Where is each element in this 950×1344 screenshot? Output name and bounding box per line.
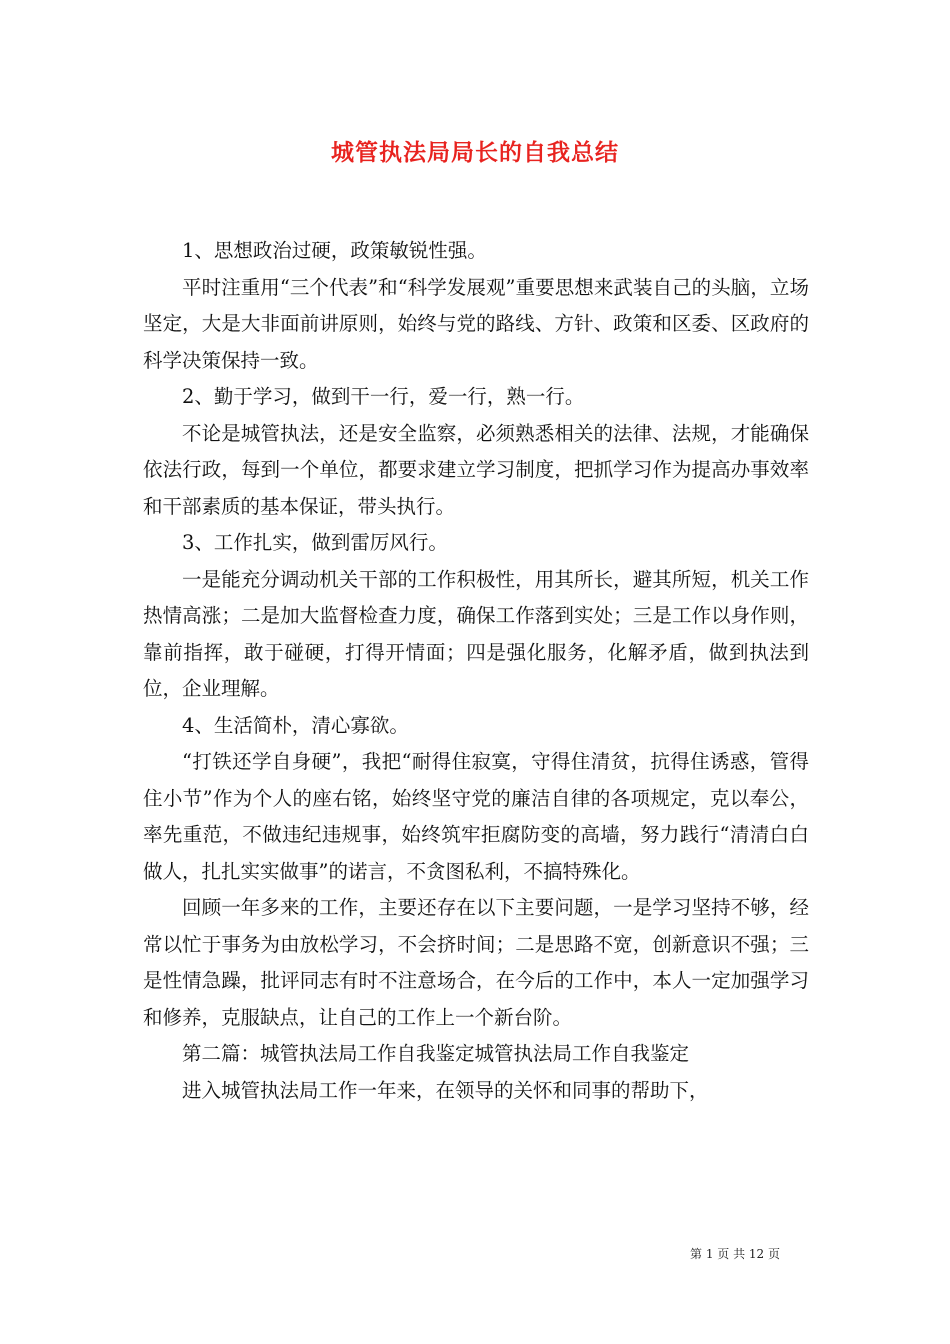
paragraph-6: 一是能充分调动机关干部的工作积极性，用其所长，避其所短，机关工作热情高涨；二是加大监督检查力度，确保工作落到实处；三是工作以身作则，靠前指挥，敢于碰硬，打得开情面；四是强化服务，化解矛盾，做到执法到位，企业理解。 (143, 567, 809, 700)
paragraph-10: 第二篇：城管执法局工作自我鉴定城管执法局工作自我鉴定 (182, 1042, 690, 1065)
paragraph-4: 不论是城管执法，还是安全监察，必须熟悉相关的法律、法规，才能确保依法行政，每到一个单位，都要求建立学习制度，把抓学习作为提高办事效率和干部素质的基本保证，带头执行。 (143, 421, 809, 518)
page-footer: 第 1 页 共 12 页 (690, 1247, 780, 1261)
paragraph-5: 3、工作扎实，做到雷厉风行。 (182, 531, 448, 554)
paragraph-8: “打铁还学自身硬”，我把“耐得住寂寞，守得住清贫，抗得住诱惑，管得住小节”作为个人的座右铭，始终坚守党的廉洁自律的各项规定，克以奉公，率先重范，不做违纪违规事，始终筑牢拒腐防变的高墙，努力践行“清清白白做人，扎扎实实做事”的诺言，不贪图私利，不搞特殊化。 (143, 750, 809, 883)
paragraph-3: 2、勤于学习，做到干一行，爱一行，熟一行。 (182, 385, 585, 408)
document-body (143, 233, 809, 1109)
paragraph-1: 1、思想政治过硬，政策敏锐性强。 (182, 239, 487, 262)
paragraph-2: 平时注重用“三个代表”和“科学发展观”重要思想来武装自己的头脑，立场坚定，大是大非面前讲原则，始终与党的路线、方针、政策和区委、区政府的科学决策保持一致。 (143, 275, 809, 372)
paragraph-9: 回顾一年多来的工作，主要还存在以下主要问题，一是学习坚持不够，经常以忙于事务为由放松学习，不会挤时间；二是思路不宽，创新意识不强；三是性情急躁，批评同志有时不注意场合，在今后的工作中，本人一定加强学习和修养，克服缺点，让自己的工作上一个新台阶。 (143, 896, 809, 1029)
document-title: 城管执法局局长的自我总结 (331, 139, 619, 166)
paragraph-7: 4、生活简朴，清心寡欲。 (182, 713, 409, 737)
paragraph-11: 进入城管执法局工作一年来，在领导的关怀和同事的帮助下， (182, 1078, 709, 1102)
